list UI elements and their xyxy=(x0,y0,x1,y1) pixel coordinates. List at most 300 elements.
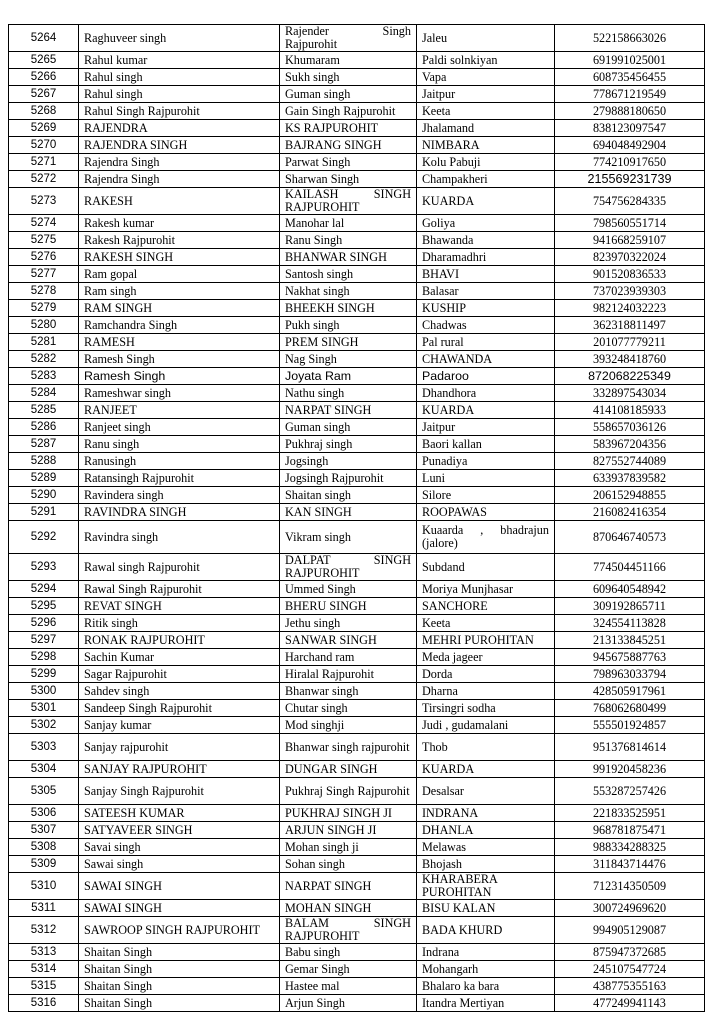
father-name-cell: SANWAR SINGH xyxy=(280,632,417,649)
table-row xyxy=(9,734,705,761)
serial-number-cell: 5296 xyxy=(9,615,79,632)
village-cell: Dhandhora xyxy=(417,385,555,402)
phone-cell: 691991025001 xyxy=(555,52,705,69)
village-cell: Vapa xyxy=(417,69,555,86)
table-row xyxy=(9,598,705,615)
serial-number-cell: 5294 xyxy=(9,581,79,598)
name-cell: Shaitan Singh xyxy=(79,961,280,978)
village-cell: ROOPAWAS xyxy=(417,504,555,521)
village-cell: NIMBARA xyxy=(417,137,555,154)
table-row xyxy=(9,334,705,351)
father-name-cell: KS RAJPUROHIT xyxy=(280,120,417,137)
phone-cell: 309192865711 xyxy=(555,598,705,615)
village-cell: Indrana xyxy=(417,944,555,961)
phone-cell: 778671219549 xyxy=(555,86,705,103)
father-name-cell: NARPAT SINGH xyxy=(280,873,417,900)
father-name-cell: Chutar singh xyxy=(280,700,417,717)
serial-number-cell: 5288 xyxy=(9,453,79,470)
serial-number-cell: 5274 xyxy=(9,215,79,232)
village-cell: KUARDA xyxy=(417,188,555,215)
village-cell: Balasar xyxy=(417,283,555,300)
phone-cell: 522158663026 xyxy=(555,25,705,52)
village-cell: Jaitpur xyxy=(417,86,555,103)
table-row xyxy=(9,581,705,598)
table-row xyxy=(9,266,705,283)
table-row xyxy=(9,873,705,900)
serial-number-cell: 5298 xyxy=(9,649,79,666)
name-cell: Ritik singh xyxy=(79,615,280,632)
father-name-cell: MOHAN SINGH xyxy=(280,900,417,917)
serial-number-cell: 5311 xyxy=(9,900,79,917)
father-name-cell: Harchand ram xyxy=(280,649,417,666)
serial-number-cell: 5291 xyxy=(9,504,79,521)
father-name-cell: Pukh singh xyxy=(280,317,417,334)
father-name-cell: PUKHRAJ SINGH JI xyxy=(280,805,417,822)
father-name-cell: Sukh singh xyxy=(280,69,417,86)
father-name-cell: NARPAT SINGH xyxy=(280,402,417,419)
table-row xyxy=(9,961,705,978)
serial-number-cell: 5270 xyxy=(9,137,79,154)
village-cell: KUARDA xyxy=(417,761,555,778)
serial-number-cell: 5310 xyxy=(9,873,79,900)
serial-number-cell: 5289 xyxy=(9,470,79,487)
serial-number-cell: 5276 xyxy=(9,249,79,266)
name-cell: Ranjeet singh xyxy=(79,419,280,436)
name-cell: RAKESH SINGH xyxy=(79,249,280,266)
serial-number-cell: 5297 xyxy=(9,632,79,649)
table-row xyxy=(9,103,705,120)
village-cell: KUARDA xyxy=(417,402,555,419)
table-row xyxy=(9,683,705,700)
name-cell: Ravindera singh xyxy=(79,487,280,504)
village-cell: Mohangarh xyxy=(417,961,555,978)
father-name-cell: BALAM SINGH RAJPUROHIT xyxy=(280,917,417,944)
phone-cell: 823970322024 xyxy=(555,249,705,266)
father-name-cell: Sharwan Singh xyxy=(280,171,417,188)
phone-cell: 774504451166 xyxy=(555,554,705,581)
father-name-cell: ARJUN SINGH JI xyxy=(280,822,417,839)
phone-cell: 872068225349 xyxy=(555,368,705,385)
table-row xyxy=(9,215,705,232)
village-cell: Moriya Munjhasar xyxy=(417,581,555,598)
serial-number-cell: 5295 xyxy=(9,598,79,615)
phone-cell: 945675887763 xyxy=(555,649,705,666)
serial-number-cell: 5300 xyxy=(9,683,79,700)
phone-cell: 201077779211 xyxy=(555,334,705,351)
table-row xyxy=(9,232,705,249)
table-row xyxy=(9,52,705,69)
father-name-cell: Ummed Singh xyxy=(280,581,417,598)
name-cell: SAWAI SINGH xyxy=(79,873,280,900)
phone-cell: 694048492904 xyxy=(555,137,705,154)
table-row xyxy=(9,154,705,171)
father-name-cell: Gemar Singh xyxy=(280,961,417,978)
village-cell: Bhojash xyxy=(417,856,555,873)
table-row xyxy=(9,487,705,504)
serial-number-cell: 5290 xyxy=(9,487,79,504)
phone-cell: 414108185933 xyxy=(555,402,705,419)
name-cell: SAWAI SINGH xyxy=(79,900,280,917)
village-cell: DHANLA xyxy=(417,822,555,839)
father-name-cell: Khumaram xyxy=(280,52,417,69)
father-name-cell: DUNGAR SINGH xyxy=(280,761,417,778)
father-name-cell: BHERU SINGH xyxy=(280,598,417,615)
name-cell: Rakesh kumar xyxy=(79,215,280,232)
name-cell: RONAK RAJPUROHIT xyxy=(79,632,280,649)
village-cell: Melawas xyxy=(417,839,555,856)
village-cell: Jaitpur xyxy=(417,419,555,436)
name-cell: RANJEET xyxy=(79,402,280,419)
father-name-cell: Jethu singh xyxy=(280,615,417,632)
phone-cell: 870646740573 xyxy=(555,521,705,554)
village-cell: Meda jageer xyxy=(417,649,555,666)
village-cell: Champakheri xyxy=(417,171,555,188)
phone-cell: 279888180650 xyxy=(555,103,705,120)
table-row xyxy=(9,86,705,103)
father-name-cell: Jogsingh xyxy=(280,453,417,470)
table-row xyxy=(9,171,705,188)
name-cell: RAM SINGH xyxy=(79,300,280,317)
phone-cell: 737023939303 xyxy=(555,283,705,300)
name-cell: Rameshwar singh xyxy=(79,385,280,402)
father-name-cell: BHEEKH SINGH xyxy=(280,300,417,317)
village-cell: Judi , gudamalani xyxy=(417,717,555,734)
name-cell: Rahul Singh Rajpurohit xyxy=(79,103,280,120)
table-row xyxy=(9,761,705,778)
name-cell: Ram gopal xyxy=(79,266,280,283)
father-name-cell: Guman singh xyxy=(280,86,417,103)
name-cell: Raghuveer singh xyxy=(79,25,280,52)
serial-number-cell: 5273 xyxy=(9,188,79,215)
village-cell: BISU KALAN xyxy=(417,900,555,917)
serial-number-cell: 5308 xyxy=(9,839,79,856)
village-cell: Jhalamand xyxy=(417,120,555,137)
serial-number-cell: 5285 xyxy=(9,402,79,419)
table-row xyxy=(9,778,705,805)
table-row xyxy=(9,470,705,487)
village-cell: Kuaarda , bhadrajun (jalore) xyxy=(417,521,555,554)
father-name-cell: Joyata Ram xyxy=(280,368,417,385)
name-cell: Sanjay Singh Rajpurohit xyxy=(79,778,280,805)
village-cell: Dharna xyxy=(417,683,555,700)
father-name-cell: KAILASH SINGH RAJPUROHIT xyxy=(280,188,417,215)
name-cell: Ranusingh xyxy=(79,453,280,470)
father-name-cell: Sohan singh xyxy=(280,856,417,873)
table-row xyxy=(9,188,705,215)
village-cell: Tirsingri sodha xyxy=(417,700,555,717)
serial-number-cell: 5265 xyxy=(9,52,79,69)
serial-number-cell: 5307 xyxy=(9,822,79,839)
phone-cell: 558657036126 xyxy=(555,419,705,436)
serial-number-cell: 5278 xyxy=(9,283,79,300)
name-cell: Ranu singh xyxy=(79,436,280,453)
father-name-cell: Bhanwar singh xyxy=(280,683,417,700)
serial-number-cell: 5309 xyxy=(9,856,79,873)
father-name-cell: Ranu Singh xyxy=(280,232,417,249)
phone-cell: 583967204356 xyxy=(555,436,705,453)
serial-number-cell: 5266 xyxy=(9,69,79,86)
father-name-cell: Gain Singh Rajpurohit xyxy=(280,103,417,120)
serial-number-cell: 5281 xyxy=(9,334,79,351)
table-row xyxy=(9,385,705,402)
phone-cell: 754756284335 xyxy=(555,188,705,215)
phone-cell: 428505917961 xyxy=(555,683,705,700)
father-name-cell: Nag Singh xyxy=(280,351,417,368)
father-name-cell: Rajender Singh Rajpurohit xyxy=(280,25,417,52)
table-row xyxy=(9,839,705,856)
name-cell: Sanjay rajpurohit xyxy=(79,734,280,761)
table-row xyxy=(9,137,705,154)
table-row xyxy=(9,615,705,632)
village-cell: Subdand xyxy=(417,554,555,581)
village-cell: Keeta xyxy=(417,615,555,632)
village-cell: KUSHIP xyxy=(417,300,555,317)
serial-number-cell: 5283 xyxy=(9,368,79,385)
serial-number-cell: 5269 xyxy=(9,120,79,137)
phone-cell: 994905129087 xyxy=(555,917,705,944)
name-cell: Ratansingh Rajpurohit xyxy=(79,470,280,487)
father-name-cell: Pukhraj Singh Rajpurohit xyxy=(280,778,417,805)
phone-cell: 951376814614 xyxy=(555,734,705,761)
name-cell: Rajendra Singh xyxy=(79,171,280,188)
table-row xyxy=(9,521,705,554)
table-row xyxy=(9,805,705,822)
table-row xyxy=(9,666,705,683)
village-cell: Thob xyxy=(417,734,555,761)
phone-cell: 768062680499 xyxy=(555,700,705,717)
name-cell: SAWROOP SINGH RAJPUROHIT xyxy=(79,917,280,944)
village-cell: Pal rural xyxy=(417,334,555,351)
name-cell: Ramesh Singh xyxy=(79,351,280,368)
serial-number-cell: 5303 xyxy=(9,734,79,761)
phone-cell: 477249941143 xyxy=(555,995,705,1012)
father-name-cell: Nathu singh xyxy=(280,385,417,402)
father-name-cell: Vikram singh xyxy=(280,521,417,554)
table-row xyxy=(9,700,705,717)
serial-number-cell: 5314 xyxy=(9,961,79,978)
name-cell: Rajendra Singh xyxy=(79,154,280,171)
serial-number-cell: 5277 xyxy=(9,266,79,283)
name-cell: Shaitan Singh xyxy=(79,944,280,961)
name-cell: Ravindra singh xyxy=(79,521,280,554)
table-row xyxy=(9,856,705,873)
serial-number-cell: 5302 xyxy=(9,717,79,734)
father-name-cell: Parwat Singh xyxy=(280,154,417,171)
table-row xyxy=(9,25,705,52)
village-cell: Dharamadhri xyxy=(417,249,555,266)
serial-number-cell: 5264 xyxy=(9,25,79,52)
name-cell: Sagar Rajpurohit xyxy=(79,666,280,683)
father-name-cell: PREM SINGH xyxy=(280,334,417,351)
village-cell: Paldi solnkiyan xyxy=(417,52,555,69)
village-cell: Silore xyxy=(417,487,555,504)
phone-cell: 245107547724 xyxy=(555,961,705,978)
village-cell: Bhawanda xyxy=(417,232,555,249)
table-row xyxy=(9,351,705,368)
name-cell: Rawal singh Rajpurohit xyxy=(79,554,280,581)
village-cell: MEHRI PUROHITAN xyxy=(417,632,555,649)
phone-cell: 798963033794 xyxy=(555,666,705,683)
name-cell: Ramesh Singh xyxy=(79,368,280,385)
name-cell: Ramchandra Singh xyxy=(79,317,280,334)
village-cell: INDRANA xyxy=(417,805,555,822)
table-row xyxy=(9,249,705,266)
name-cell: Sahdev singh xyxy=(79,683,280,700)
table-row xyxy=(9,69,705,86)
name-cell: Shaitan Singh xyxy=(79,978,280,995)
serial-number-cell: 5299 xyxy=(9,666,79,683)
father-name-cell: Babu singh xyxy=(280,944,417,961)
name-cell: RAKESH xyxy=(79,188,280,215)
name-cell: REVAT SINGH xyxy=(79,598,280,615)
village-cell: Chadwas xyxy=(417,317,555,334)
phone-cell: 553287257426 xyxy=(555,778,705,805)
name-cell: Savai singh xyxy=(79,839,280,856)
table-row xyxy=(9,453,705,470)
serial-number-cell: 5312 xyxy=(9,917,79,944)
village-cell: Keeta xyxy=(417,103,555,120)
phone-cell: 774210917650 xyxy=(555,154,705,171)
phone-cell: 968781875471 xyxy=(555,822,705,839)
records-table xyxy=(8,24,705,1012)
serial-number-cell: 5284 xyxy=(9,385,79,402)
phone-cell: 215569231739 xyxy=(555,171,705,188)
name-cell: RAJENDRA SINGH xyxy=(79,137,280,154)
phone-cell: 362318811497 xyxy=(555,317,705,334)
phone-cell: 633937839582 xyxy=(555,470,705,487)
serial-number-cell: 5268 xyxy=(9,103,79,120)
phone-cell: 827552744089 xyxy=(555,453,705,470)
phone-cell: 555501924857 xyxy=(555,717,705,734)
serial-number-cell: 5313 xyxy=(9,944,79,961)
phone-cell: 608735456455 xyxy=(555,69,705,86)
phone-cell: 838123097547 xyxy=(555,120,705,137)
serial-number-cell: 5301 xyxy=(9,700,79,717)
village-cell: Luni xyxy=(417,470,555,487)
table-row xyxy=(9,504,705,521)
table-row xyxy=(9,917,705,944)
name-cell: RAMESH xyxy=(79,334,280,351)
table-row xyxy=(9,436,705,453)
serial-number-cell: 5280 xyxy=(9,317,79,334)
table-row xyxy=(9,717,705,734)
serial-number-cell: 5286 xyxy=(9,419,79,436)
village-cell: Bhalaro ka bara xyxy=(417,978,555,995)
phone-cell: 438775355163 xyxy=(555,978,705,995)
father-name-cell: Manohar lal xyxy=(280,215,417,232)
serial-number-cell: 5293 xyxy=(9,554,79,581)
father-name-cell: Bhanwar singh rajpurohit xyxy=(280,734,417,761)
table-row xyxy=(9,300,705,317)
father-name-cell: Santosh singh xyxy=(280,266,417,283)
table-row xyxy=(9,944,705,961)
father-name-cell: Shaitan singh xyxy=(280,487,417,504)
serial-number-cell: 5287 xyxy=(9,436,79,453)
village-cell: Dorda xyxy=(417,666,555,683)
phone-cell: 216082416354 xyxy=(555,504,705,521)
table-row xyxy=(9,632,705,649)
phone-cell: 988334288325 xyxy=(555,839,705,856)
name-cell: Sandeep Singh Rajpurohit xyxy=(79,700,280,717)
name-cell: SATEESH KUMAR xyxy=(79,805,280,822)
records-table-body xyxy=(9,25,705,1012)
phone-cell: 609640548942 xyxy=(555,581,705,598)
father-name-cell: Mohan singh ji xyxy=(280,839,417,856)
phone-cell: 941668259107 xyxy=(555,232,705,249)
village-cell: Baori kallan xyxy=(417,436,555,453)
phone-cell: 324554113828 xyxy=(555,615,705,632)
name-cell: Rahul singh xyxy=(79,86,280,103)
table-row xyxy=(9,554,705,581)
father-name-cell: Hastee mal xyxy=(280,978,417,995)
village-cell: BHAVI xyxy=(417,266,555,283)
father-name-cell: DALPAT SINGH RAJPUROHIT xyxy=(280,554,417,581)
name-cell: Ram singh xyxy=(79,283,280,300)
name-cell: SATYAVEER SINGH xyxy=(79,822,280,839)
serial-number-cell: 5304 xyxy=(9,761,79,778)
table-row xyxy=(9,402,705,419)
serial-number-cell: 5315 xyxy=(9,978,79,995)
serial-number-cell: 5306 xyxy=(9,805,79,822)
name-cell: SANJAY RAJPUROHIT xyxy=(79,761,280,778)
name-cell: RAVINDRA SINGH xyxy=(79,504,280,521)
table-row xyxy=(9,283,705,300)
father-name-cell: BAJRANG SINGH xyxy=(280,137,417,154)
father-name-cell: Jogsingh Rajpurohit xyxy=(280,470,417,487)
name-cell: Rahul kumar xyxy=(79,52,280,69)
name-cell: Shaitan Singh xyxy=(79,995,280,1012)
phone-cell: 300724969620 xyxy=(555,900,705,917)
table-row xyxy=(9,978,705,995)
village-cell: Desalsar xyxy=(417,778,555,805)
table-row xyxy=(9,900,705,917)
phone-cell: 332897543034 xyxy=(555,385,705,402)
serial-number-cell: 5282 xyxy=(9,351,79,368)
name-cell: Sachin Kumar xyxy=(79,649,280,666)
name-cell: Sawai singh xyxy=(79,856,280,873)
name-cell: RAJENDRA xyxy=(79,120,280,137)
village-cell: Kolu Pabuji xyxy=(417,154,555,171)
table-row xyxy=(9,368,705,385)
table-row xyxy=(9,649,705,666)
table-row xyxy=(9,419,705,436)
name-cell: Rawal Singh Rajpurohit xyxy=(79,581,280,598)
serial-number-cell: 5316 xyxy=(9,995,79,1012)
serial-number-cell: 5275 xyxy=(9,232,79,249)
phone-cell: 991920458236 xyxy=(555,761,705,778)
phone-cell: 221833525951 xyxy=(555,805,705,822)
village-cell: SANCHORE xyxy=(417,598,555,615)
phone-cell: 213133845251 xyxy=(555,632,705,649)
phone-cell: 712314350509 xyxy=(555,873,705,900)
village-cell: KHARABERA PUROHITAN xyxy=(417,873,555,900)
phone-cell: 875947372685 xyxy=(555,944,705,961)
table-row xyxy=(9,995,705,1012)
serial-number-cell: 5267 xyxy=(9,86,79,103)
father-name-cell: Guman singh xyxy=(280,419,417,436)
village-cell: Goliya xyxy=(417,215,555,232)
village-cell: BADA KHURD xyxy=(417,917,555,944)
phone-cell: 982124032223 xyxy=(555,300,705,317)
father-name-cell: Nakhat singh xyxy=(280,283,417,300)
phone-cell: 393248418760 xyxy=(555,351,705,368)
village-cell: CHAWANDA xyxy=(417,351,555,368)
table-row xyxy=(9,822,705,839)
village-cell: Padaroo xyxy=(417,368,555,385)
father-name-cell: Mod singhji xyxy=(280,717,417,734)
phone-cell: 798560551714 xyxy=(555,215,705,232)
table-row xyxy=(9,120,705,137)
